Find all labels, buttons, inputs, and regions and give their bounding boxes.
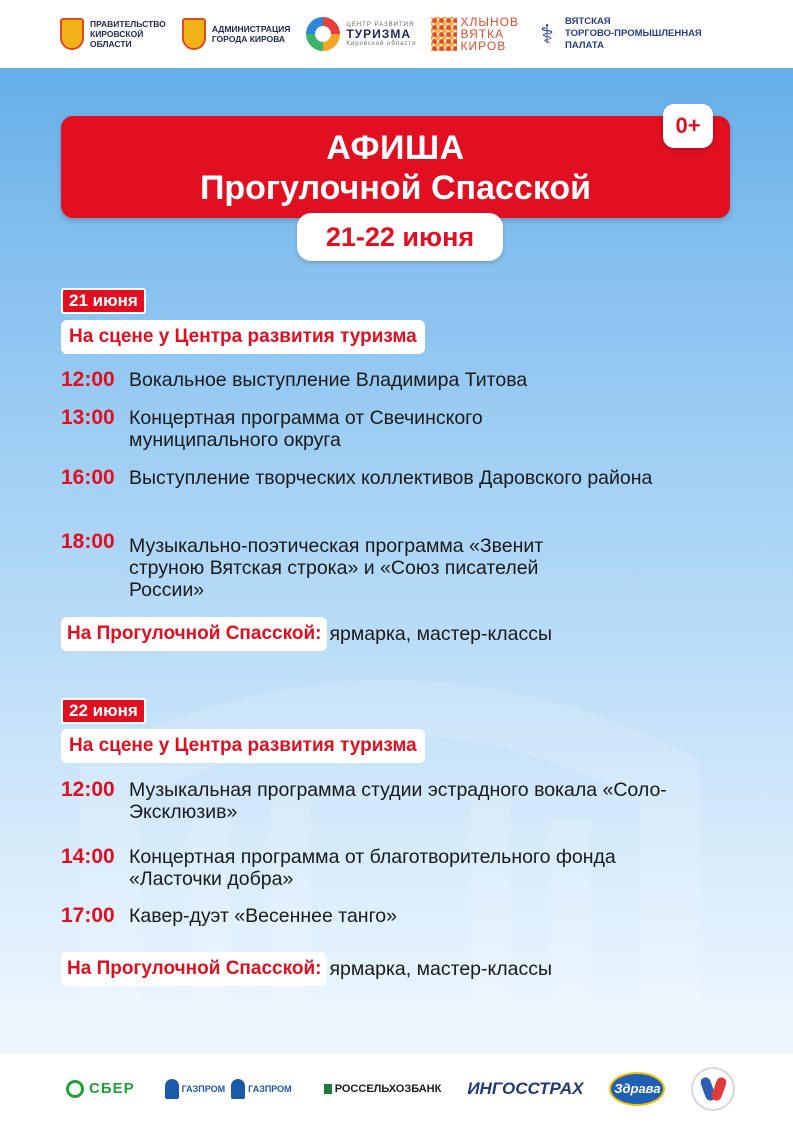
tourism-flower-icon [306,17,340,51]
chamber-line-1: ВЯТСКАЯ [565,16,611,27]
day1-label: 21 июня [61,288,146,314]
city-brand-1: ХЛЫНОВ [460,15,520,29]
poster-subtitle: Прогулочной Спасской [199,169,592,207]
fair-text: ярмарка, мастер-классы [329,622,552,645]
day2-venue: На сцене у Центра развития туризма [61,729,425,763]
city-dots-icon [431,17,457,51]
tourism-small: ЦЕНТР РАЗВИТИЯ [346,21,415,28]
event-desc: Кавер-дуэт «Весеннее танго» [129,905,397,927]
day1-event-3 [61,467,721,489]
sber-check-icon [66,1080,84,1098]
admin-city-logo [182,18,291,50]
event-time: 13:00 [61,406,115,429]
rshb-text: РОССЕЛЬХОЗБАНК [334,1082,442,1095]
event-desc: Музыкально-поэтическая программа «Звенит струною Вятская строка» и «Союз писателей России» [129,535,544,601]
day1-event-4 [61,531,721,601]
chamber-of-commerce-logo [537,16,702,52]
day1-event-1 [61,369,721,391]
city-brand-text [461,16,520,52]
sber-logo [66,1080,135,1098]
event-desc: Музыкальная программа студии эстрадного вокала «Соло-Эксклюзив» [129,779,667,823]
partners-header [0,0,793,68]
day1-fair [61,617,552,651]
ingosstrakh-logo: ИНГОССТРАХ [467,1078,584,1098]
sber-text: СБЕР [89,1080,135,1097]
gazprom-text-2: ГАЗПРОМ [248,1083,292,1094]
gazprom-flame-icon [165,1079,179,1099]
fair-label: На Прогулочной Спасской: [61,952,327,986]
day1-event-2 [61,407,721,451]
event-desc: Концертная программа от Свечинского муниципального округа [129,407,483,451]
rshb-bars-icon [324,1084,332,1094]
chamber-line-3: ПАЛАТА [565,40,604,51]
tourism-text [346,22,416,47]
event-time: 16:00 [61,466,115,489]
event-desc: Вокальное выступление Владимира Титова [129,369,528,391]
gazprom-logo-2 [231,1079,292,1099]
tourism-region: Кировской области [346,40,417,47]
kirov-crest-icon [60,18,84,50]
day2-event-3 [61,905,721,927]
gov-kirov-text: ПРАВИТЕЛЬСТВО КИРОВСКОЙ ОБЛАСТИ [90,19,166,49]
event-time: 12:00 [61,368,115,391]
rshb-logo [324,1083,442,1095]
chamber-line-2: ТОРГОВО-ПРОМЫШЛЕННАЯ [565,28,702,39]
city-brand-2: ВЯТКА [460,27,505,41]
tourism-center-logo [306,17,416,51]
event-desc: Выступление творческих коллективов Даровского района [129,467,653,489]
day2-label: 22 июня [61,698,146,724]
day1-venue: На сцене у Центра развития туризма [61,320,425,354]
event-time: 14:00 [61,845,115,868]
chamber-text [565,16,702,52]
khlynov-vyatka-kirov-logo [431,16,520,52]
sponsors-footer [0,1054,793,1123]
swallows-fund-logo-icon [691,1067,735,1111]
day2-event-1 [61,779,721,823]
tourism-big: ТУРИЗМА [346,26,411,41]
day2-event-2 [61,846,721,890]
event-dates: 21-22 июня [297,213,503,261]
event-time: 18:00 [61,530,115,553]
fair-text: ярмарка, мастер-классы [329,957,552,980]
gov-kirov-logo [60,18,166,50]
event-time: 12:00 [61,778,115,801]
gazprom-logo-1 [165,1079,226,1099]
gazprom-flame-icon [231,1079,245,1099]
zdrava-logo: Здрава [609,1072,665,1106]
day2-fair [61,952,552,986]
age-rating-badge: 0+ [663,104,713,148]
fair-label: На Прогулочной Спасской: [61,617,327,651]
city-crest-icon [182,18,206,50]
city-brand-3: КИРОВ [460,39,507,53]
event-time: 17:00 [61,904,115,927]
event-desc: Концертная программа от благотворительного фонда «Ласточки добра» [129,846,616,890]
admin-city-text: АДМИНИСТРАЦИЯ ГОРОДА КИРОВА [211,24,291,44]
caduceus-icon: ⚕ [539,19,555,49]
poster-title: АФИША [326,129,465,167]
gazprom-text-1: ГАЗПРОМ [181,1083,226,1094]
poster-title-box [61,116,730,218]
